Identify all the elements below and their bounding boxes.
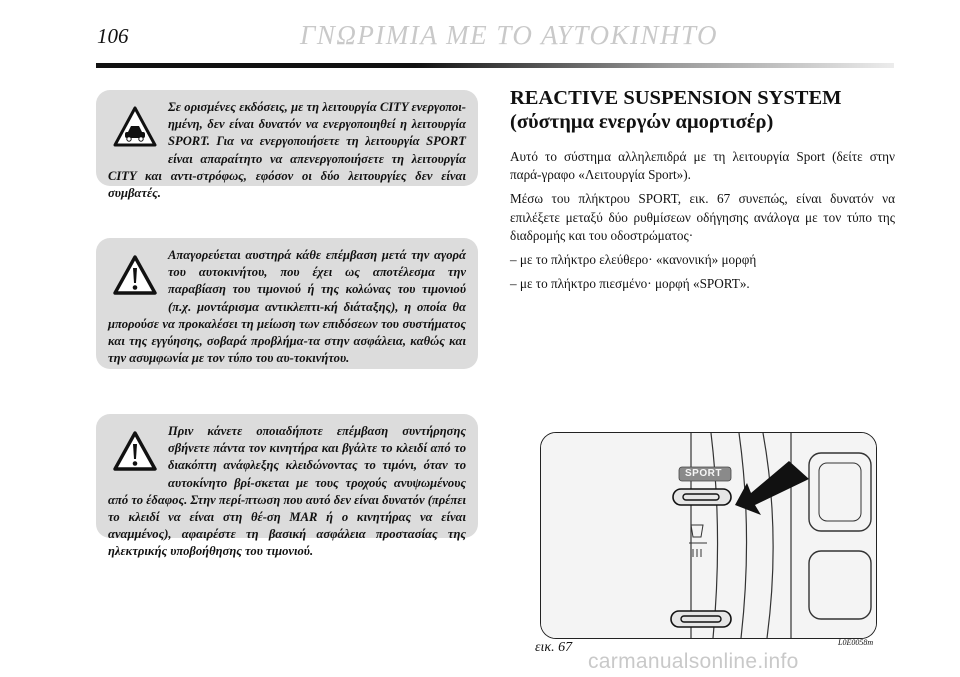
warning-triangle-icon [112, 429, 158, 475]
paragraph: – με το πλήκτρο ελεύθερο· «κανονική» μορφή [510, 252, 757, 268]
watermark: carmanualsonline.info [588, 650, 799, 673]
note-text: Πριν κάνετε οποιαδήποτε επέμβαση συντήρησης σβήνετε πάντα τον κινητήρα και βγάλτε το κλειδί από το διακόπτη ανάφλεξης κλειδώνοντας το τιμόνι, όταν το αυτοκίνητο βρί-σκεται με τους τροχούς ανυψωμένους από το έδαφος. Στην περί-πτωση που αυτό δεν είναι δυνατόν (πρέπει το κλειδί να είναι στη θέ-ση MAR ή ο κινητήρας να είναι αναμμένος), αφαιρέστε τη βασική ασφάλεια προστασίας της ηλεκτρικής υποβοήθησης του τιμονιού. [108, 424, 466, 559]
running-title: ΓΝΩΡΙΜΙΑ ΜΕ ΤΟ ΑΥΤΟΚΙΝΗΤΟ [300, 20, 718, 50]
warning-triangle-icon [112, 253, 158, 299]
right-column [510, 86, 895, 299]
paragraph: Αυτό το σύστημα αλληλεπιδρά με τη λειτουργία Sport (δείτε στην παρά-γραφο «Λειτουργία Sport»). [510, 149, 895, 183]
paragraph: – με το πλήκτρο πιεσμένο· μορφή «SPORT». [510, 276, 750, 292]
figure-caption: εικ. 67 [535, 640, 573, 655]
note-text: Απαγορεύεται αυστηρά κάθε επέμβαση μετά την αγορά του αυτοκινήτου, που έχει ως αποτέλεσμα την παραβίαση του τιμονιού ή της κολώνας του τιμονιού (π.χ. μοντάρισμα αντικλεπτι-κή διάταξης), η οποία θα μπορούσε να προκαλέσει τη μείωση των επιδόσεων του συστήματος και της εγγύησης, σοβαρά προβλήμα-τα στην ασφάλεια, καθώς και την ασυμφωνία με τον τύπο του αυ-τοκινήτου. [108, 248, 466, 366]
note-steering-tampering [96, 238, 478, 369]
sport-button-label: SPORT [685, 468, 722, 479]
page-number: 106 [97, 24, 129, 48]
header-rule [96, 63, 894, 68]
figure-sport-button [540, 432, 877, 639]
figure-code: L0E0058m [838, 638, 874, 647]
dashboard-illustration [541, 433, 876, 638]
section-title: REACTIVE SUSPENSION SYSTEM [510, 87, 842, 109]
note-maintenance [96, 414, 478, 559]
note-text: Σε ορισμένες εκδόσεις, με τη λειτουργία CITY ενεργοποι-ημένη, δεν είναι δυνατόν να ενεργοποιηθεί η λειτουργία SPORT. Για να ενεργοποιήσετε τη λειτουργία SPORT είναι απαραίτητο να απενεργοποιήσετε τη λειτουργία CITY και αντι-στρόφως, εφόσον οι δύο λειτουργίες δεν είναι συμβατές. [108, 100, 466, 201]
car-symbol-icon [112, 105, 158, 151]
note-city-sport [96, 90, 478, 201]
section-subtitle: (σύστημα ενεργών αμορτισέρ) [510, 111, 774, 133]
paragraph: Μέσω του πλήκτρου SPORT, εικ. 67 συνεπώς, είναι δυνατόν να επιλέξετε μεταξύ δύο ρυθμίσεων οδήγησης ανάλογα με τον τύπο της διαδρομής και του οδοστρώματος· [510, 191, 895, 243]
